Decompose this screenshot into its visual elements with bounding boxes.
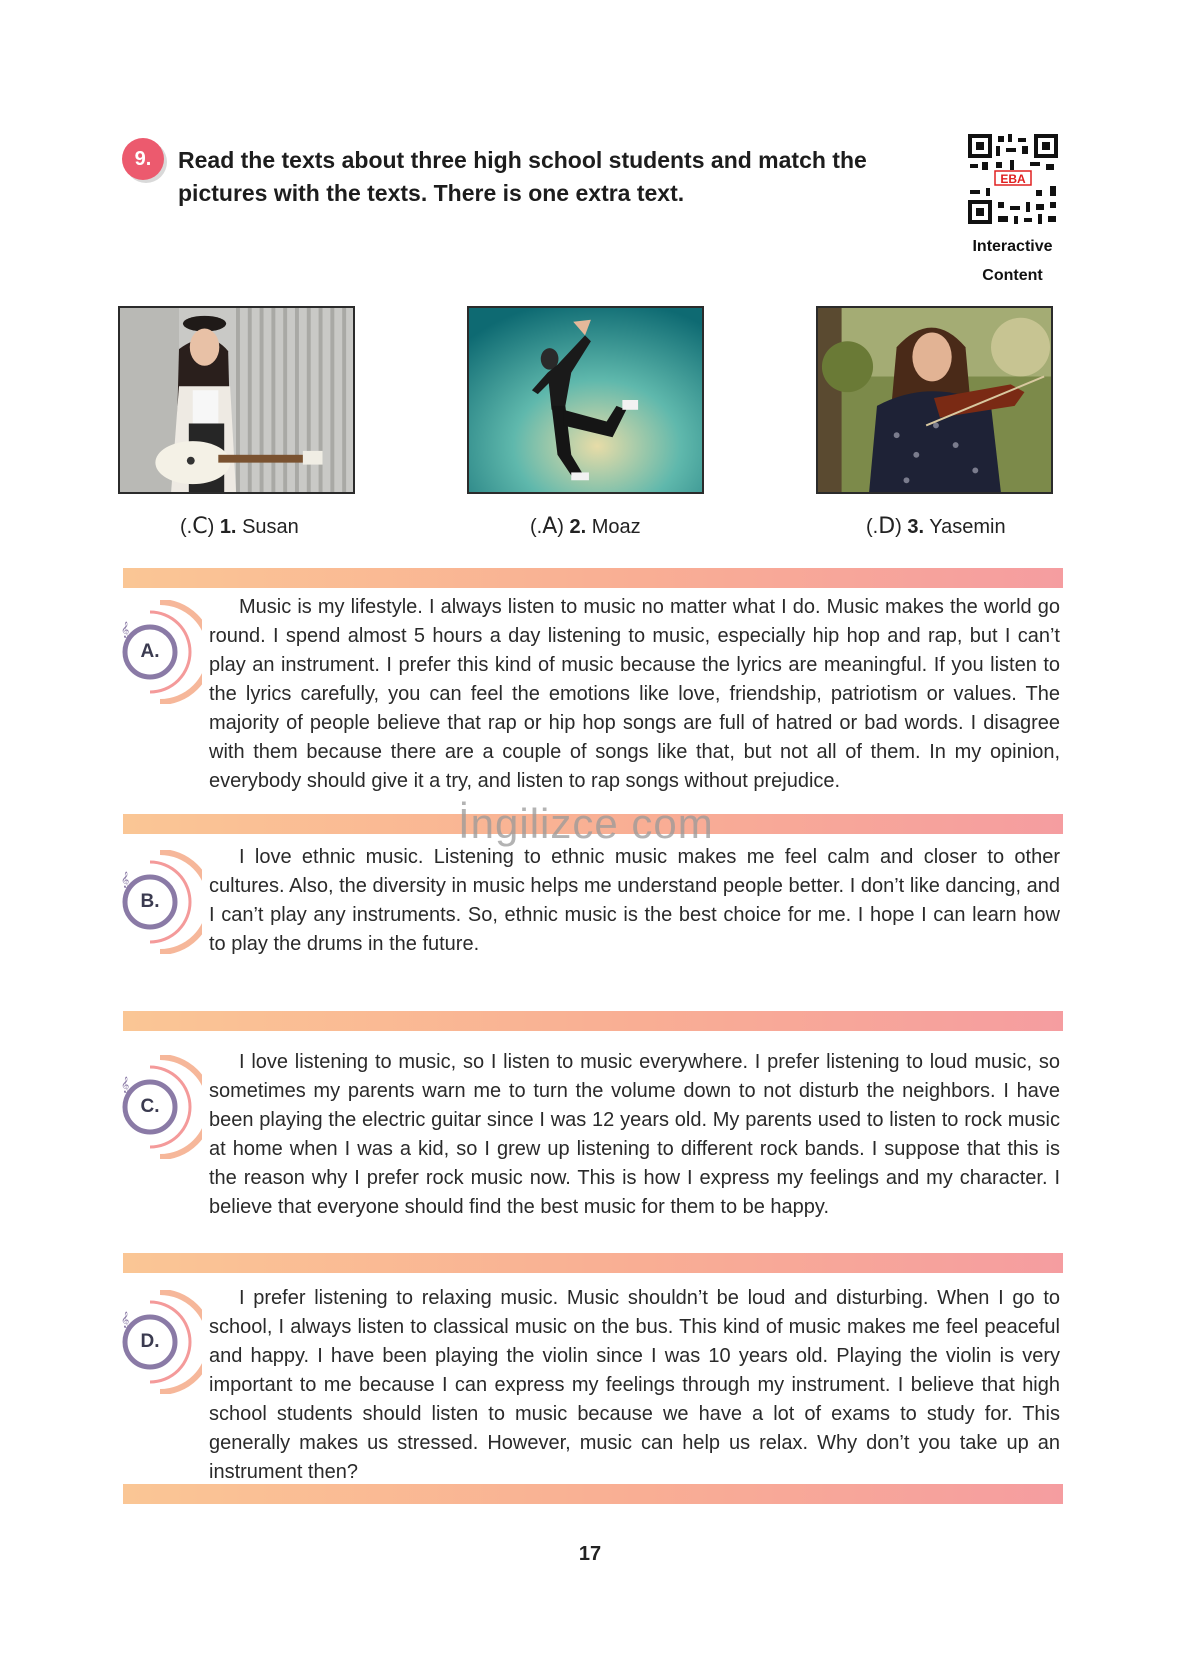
treble-clef-icon: 𝄞 bbox=[121, 1077, 130, 1093]
text-d-letter: D. bbox=[140, 1331, 160, 1352]
text-b-body: I love ethnic music. Listening to ethnic music makes me feel calm and closer to other cultures. Also, the diversity in music helps me understand people better. I don’t like dancing, and I can’t play any instruments. So, ethnic music is the best choice for me. I hope I can learn how to play the drums in the future. bbox=[209, 846, 1060, 955]
caption-2-number: 2. bbox=[569, 516, 587, 538]
eba-logo: EBA bbox=[1000, 172, 1026, 186]
answer-2: A bbox=[542, 514, 558, 539]
page-number: 17 bbox=[578, 1543, 602, 1565]
caption-3: (.D) 3. Yasemin bbox=[866, 514, 1006, 539]
exercise-number: 9. bbox=[134, 147, 152, 170]
photo-moaz-dancer bbox=[467, 306, 704, 494]
text-a-letter: A. bbox=[140, 641, 160, 662]
photo-yasemin-violin bbox=[816, 306, 1053, 494]
text-b-letter: B. bbox=[140, 891, 160, 912]
interactive-content-line1: Interactive bbox=[972, 238, 1053, 255]
interactive-content-line2: Content bbox=[982, 267, 1043, 284]
caption-1: (.C) 1. Susan bbox=[180, 514, 299, 539]
text-a-body: Music is my lifestyle. I always listen to music no matter what I do. Music makes the world go round. I spend almost 5 hours a day listening to music, especially hip hop and rap, but I can’t play an instrument. I prefer this kind of music because the lyrics are meaningful. If you listen to the lyrics carefully, you can feel the emotions like love, friendship, patriotism or values. The majority of people believe that rap or hip hop songs are full of hatred or bad words. I disagree with them because there are a couple of songs like that, but not all of them. In my opinion, everybody should give it a try, and listen to rap songs without prejudice. bbox=[209, 596, 1060, 792]
answer-1: C bbox=[192, 514, 208, 539]
photo-susan-guitar bbox=[118, 306, 355, 494]
text-c-badge bbox=[118, 1055, 202, 1159]
watermark: İngilizce com bbox=[458, 800, 714, 847]
divider-strip bbox=[123, 1484, 1063, 1504]
treble-clef-icon: 𝄞 bbox=[121, 622, 130, 638]
divider-strip bbox=[123, 568, 1063, 588]
qr-code-icon[interactable] bbox=[966, 132, 1060, 226]
exercise-instruction: Read the texts about three high school students and match the pictures with the texts. There is one extra text. bbox=[178, 147, 867, 206]
caption-2-name: Moaz bbox=[591, 516, 641, 538]
text-c-letter: C. bbox=[140, 1096, 160, 1117]
treble-clef-icon: 𝄞 bbox=[121, 1312, 130, 1328]
caption-3-number: 3. bbox=[907, 516, 925, 538]
interactive-content-label bbox=[940, 232, 1085, 290]
caption-3-name: Yasemin bbox=[929, 516, 1006, 538]
text-b-badge bbox=[118, 850, 202, 954]
divider-strip bbox=[123, 1253, 1063, 1273]
caption-1-number: 1. bbox=[219, 516, 237, 538]
caption-2: (.A) 2. Moaz bbox=[530, 514, 641, 539]
caption-1-name: Susan bbox=[242, 516, 299, 538]
text-d-body: I prefer listening to relaxing music. Music shouldn’t be loud and disturbing. When I go to school, I always listen to classical music on the bus. This kind of music makes me feel peaceful and happy. I have been playing the violin since I was 10 years old. Playing the violin is very important to me because I can express my feelings through my instrument. I believe that high school students should listen to music because we have a lot of exams to study for. This generally makes us stressed. However, music can help us relax. Why don’t you take up an instrument then? bbox=[209, 1287, 1060, 1483]
treble-clef-icon: 𝄞 bbox=[121, 872, 130, 888]
answer-3: D bbox=[878, 514, 896, 539]
text-a-badge bbox=[118, 600, 202, 704]
divider-strip bbox=[123, 1011, 1063, 1031]
text-c-body: I love listening to music, so I listen to music everywhere. I prefer listening to loud music, so sometimes my parents warn me to turn the volume down to not disturb the neighbors. I have been playing the electric guitar since I was 12 years old. My parents used to listen to rock music at home when I was a kid, so I grew up listening to different rock bands. I suppose that this is the reason why I prefer rock music now. This is how I express my feelings and my character. I believe that everyone should find the best music for them to be happy. bbox=[209, 1051, 1060, 1218]
text-d-badge bbox=[118, 1290, 202, 1394]
exercise-number-badge bbox=[122, 138, 164, 180]
